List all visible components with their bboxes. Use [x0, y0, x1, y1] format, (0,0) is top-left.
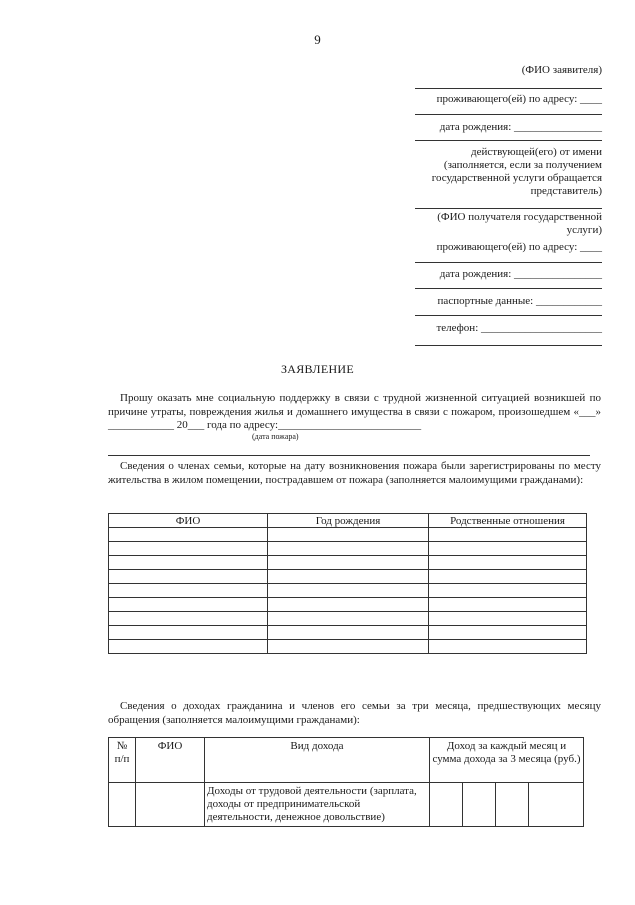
acting-on-behalf-note: действующей(его) от имени (заполняется, если за получением государственной услуги обращается представитель) — [431, 146, 602, 197]
family-table — [108, 513, 587, 654]
divider — [415, 88, 602, 89]
divider — [415, 140, 602, 141]
recipient-fio-label: (ФИО получателя государственной услуги) — [437, 211, 602, 236]
income-table — [108, 737, 584, 827]
table-row[interactable] — [109, 556, 587, 570]
col-income-type: Вид дохода — [205, 738, 430, 783]
divider — [415, 345, 602, 346]
residing-address-field[interactable]: проживающего(ей) по адресу: ____ — [436, 93, 602, 105]
col-number: № п/п — [109, 738, 136, 783]
table-row[interactable] — [109, 542, 587, 556]
col-fio: ФИО — [109, 514, 268, 528]
divider — [415, 315, 602, 316]
income-type-cell: Доходы от трудовой деятельности (зарплата, доходы от предпринимательской деятельности, денежное довольствие) — [205, 783, 430, 827]
divider — [415, 262, 602, 263]
table-row[interactable] — [109, 783, 584, 827]
address-line[interactable] — [108, 455, 590, 456]
page-number: 9 — [314, 32, 321, 47]
applicant-fio-label: (ФИО заявителя) — [521, 64, 602, 76]
col-birth-year: Год рождения — [268, 514, 429, 528]
divider — [415, 114, 602, 115]
phone-field[interactable]: телефон: ______________________ — [436, 322, 602, 334]
fire-date-note: (дата пожара) — [252, 432, 299, 441]
table-row[interactable] — [109, 528, 587, 542]
recipient-address-field[interactable]: проживающего(ей) по адресу: ____ — [436, 241, 602, 253]
divider — [415, 208, 602, 209]
table-row[interactable] — [109, 584, 587, 598]
col-income-amount: Доход за каждый месяц и сумма дохода за 3 месяца (руб.) — [430, 738, 584, 783]
passport-field[interactable]: паспортные данные: ____________ — [437, 295, 602, 307]
col-relation: Родственные отношения — [429, 514, 587, 528]
table-row[interactable] — [109, 570, 587, 584]
divider — [415, 288, 602, 289]
income-intro: Сведения о доходах гражданина и членов его семьи за три месяца, предшествующих месяцу обращения (заполняется малоимущими гражданами): — [108, 700, 601, 726]
table-row[interactable] — [109, 612, 587, 626]
request-paragraph: Прошу оказать мне социальную поддержку в связи с трудной жизненной ситуацией возникшей по причине утраты, повреждения жилья и домашнего имущества в связи с пожаром, произошедшем «___» ____________ 20___ года по адресу:__________________________ — [108, 392, 601, 431]
family-intro: Сведения о членах семьи, которые на дату возникновения пожара были зарегистрированы по месту жительства в жилом помещении, пострадавшем от пожара (заполняется малоимущими гражданами): — [108, 460, 601, 486]
col-fio: ФИО — [136, 738, 205, 783]
table-row[interactable] — [109, 626, 587, 640]
table-row[interactable] — [109, 640, 587, 654]
birth-date-field[interactable]: дата рождения: ________________ — [439, 121, 602, 133]
table-row[interactable] — [109, 598, 587, 612]
recipient-birth-date-field[interactable]: дата рождения: ________________ — [439, 268, 602, 280]
document-title: ЗАЯВЛЕНИЕ — [280, 362, 355, 376]
